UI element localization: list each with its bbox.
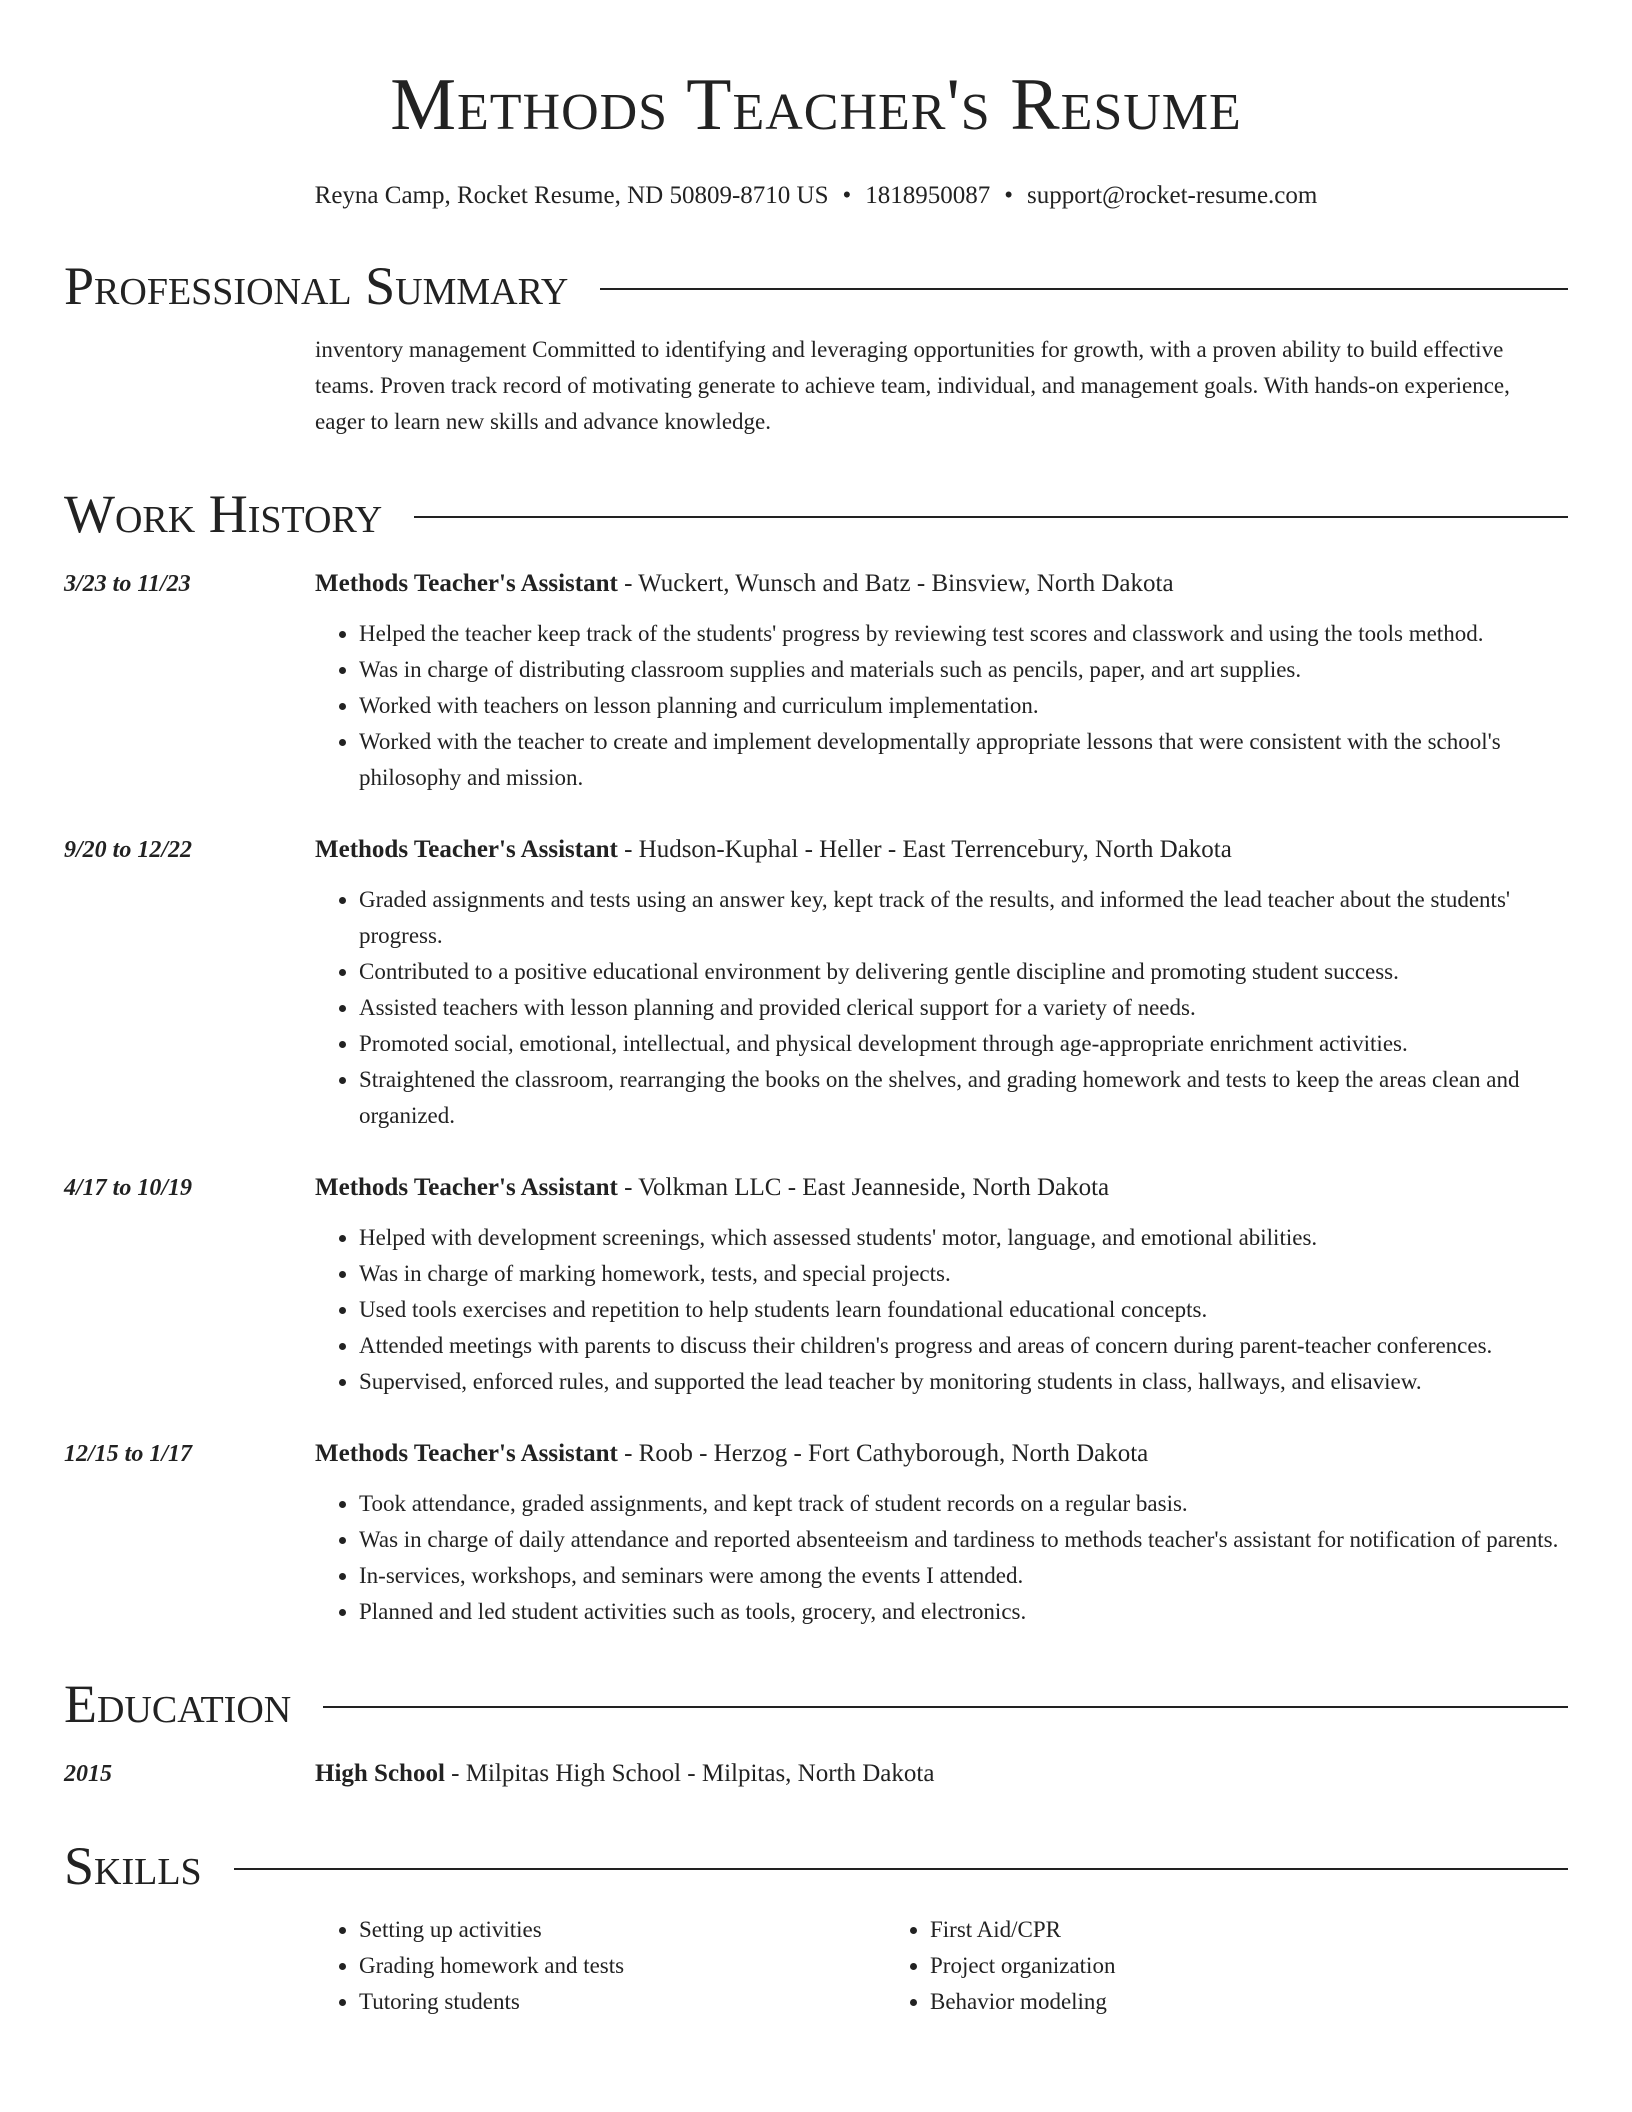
job-bullet: • Attended meetings with parents to discuss their children's progress and areas of concern during parent-teacher conferences. [359,1328,1568,1364]
job-bullet: • Straightened the classroom, rearranging the books on the shelves, and grading homework and tests to keep the areas clean and organized. [359,1062,1568,1134]
job-entry [64,832,1568,1134]
skill-item: • Grading homework and tests [359,1948,886,1984]
summary-text: inventory management Committed to identifying and leveraging opportunities for growth, with a proven ability to build effective teams. Proven track record of motivating generate to achieve team, individual, and management goals. With hands-on experience, eager to learn new skills and advance knowledge. [315,337,1510,434]
skills-column-right [886,1912,1457,2020]
job-bullet: • Promoted social, emotional, intellectual, and physical development through age-appropriate enrichment activities. [359,1026,1568,1062]
job-bullet: • Worked with teachers on lesson planning and curriculum implementation. [359,688,1568,724]
section-title-education: Education [64,1674,292,1734]
education-section-header [64,1674,1568,1734]
contact-separator: • [1004,182,1014,209]
education-heading [315,1756,934,1792]
section-divider [414,516,1568,518]
skills-section-header [64,1836,1568,1896]
education-degree: High School [315,1760,445,1787]
summary-section-header [64,256,1568,316]
contact-separator: • [842,182,852,209]
job-heading [315,1170,1568,1206]
job-heading [315,1436,1568,1472]
job-role: Methods Teacher's Assistant [315,570,618,597]
job-body [315,1170,1568,1400]
job-bullet: • Worked with the teacher to create and implement developmentally appropriate lessons that were consistent with the school's philosophy and mission. [359,724,1568,796]
job-details: - Volkman LLC - East Jeanneside, North Dakota [617,1174,1110,1201]
job-bullets [315,1220,1568,1400]
job-details: - Wuckert, Wunsch and Batz - Binsview, North Dakota [617,570,1174,597]
skill-item: • Tutoring students [359,1984,886,2020]
job-bullet: • Supervised, enforced rules, and supported the lead teacher by monitoring students in class, hallways, and elisaview. [359,1364,1568,1400]
job-bullet: • Used tools exercises and repetition to help students learn foundational educational concepts. [359,1292,1568,1328]
job-body [315,1436,1568,1630]
job-bullet: • Contributed to a positive educational environment by delivering gentle discipline and promoting student success. [359,954,1568,990]
contact-email: support@rocket-resume.com [1027,182,1318,209]
job-entry [64,1170,1568,1400]
job-heading [315,566,1568,602]
job-bullets [315,1486,1568,1630]
job-heading [315,832,1568,868]
job-role: Methods Teacher's Assistant [315,1440,618,1467]
section-title-work-history: Work History [64,484,383,544]
job-entry [64,1436,1568,1630]
job-bullets [315,616,1568,796]
skills-column-left [315,1912,886,2020]
job-dates: 9/20 to 12/22 [64,837,193,863]
job-bullet: • Was in charge of marking homework, tests, and special projects. [359,1256,1568,1292]
job-bullet: • Graded assignments and tests using an answer key, kept track of the results, and informed the lead teacher about the students' progress. [359,882,1568,954]
contact-address: Reyna Camp, Rocket Resume, ND 50809-8710 US [314,182,829,209]
job-body [315,832,1568,1134]
job-dates: 4/17 to 10/19 [64,1175,193,1201]
job-details: - Hudson-Kuphal - Heller - East Terrencebury, North Dakota [617,836,1232,863]
skill-item: • First Aid/CPR [930,1912,1457,1948]
job-bullet: • Was in charge of distributing classroom supplies and materials such as pencils, paper, and art supplies. [359,652,1568,688]
job-bullet: • Assisted teachers with lesson planning and provided clerical support for a variety of needs. [359,990,1568,1026]
resume-title: Methods Teacher's Resume [390,64,1242,146]
skill-item: • Behavior modeling [930,1984,1457,2020]
job-bullet: • Was in charge of daily attendance and reported absenteeism and tardiness to methods teacher's assistant for notification of parents. [359,1522,1568,1558]
job-bullets [315,882,1568,1134]
section-divider [600,288,1568,290]
education-year: 2015 [64,1761,112,1787]
job-bullet: • In-services, workshops, and seminars were among the events I attended. [359,1558,1568,1594]
job-entry [64,566,1568,796]
skill-item: • Project organization [930,1948,1457,1984]
job-role: Methods Teacher's Assistant [315,1174,618,1201]
education-details: - Milpitas High School - Milpitas, North Dakota [444,1760,935,1787]
job-bullet: • Helped with development screenings, which assessed students' motor, language, and emotional abilities. [359,1220,1568,1256]
job-bullet: • Took attendance, graded assignments, and kept track of student records on a regular basis. [359,1486,1568,1522]
education-entry [64,1756,1568,1792]
section-divider [234,1868,1568,1870]
job-dates: 3/23 to 11/23 [64,571,191,597]
skills-list [315,1912,1568,2020]
contact-line [64,180,1568,212]
job-bullet: • Planned and led student activities such as tools, grocery, and electronics. [359,1594,1568,1630]
section-divider [323,1706,1568,1708]
section-title-skills: Skills [64,1836,202,1896]
job-bullet: • Helped the teacher keep track of the students' progress by reviewing test scores and classwork and using the tools method. [359,616,1568,652]
section-title-summary: Professional Summary [64,256,569,316]
job-body [315,566,1568,796]
contact-phone: 1818950087 [865,182,991,209]
work-history-section-header [64,484,1568,544]
job-dates: 12/15 to 1/17 [64,1441,193,1467]
job-details: - Roob - Herzog - Fort Cathyborough, North Dakota [617,1440,1149,1467]
skill-item: • Setting up activities [359,1912,886,1948]
job-role: Methods Teacher's Assistant [315,836,618,863]
